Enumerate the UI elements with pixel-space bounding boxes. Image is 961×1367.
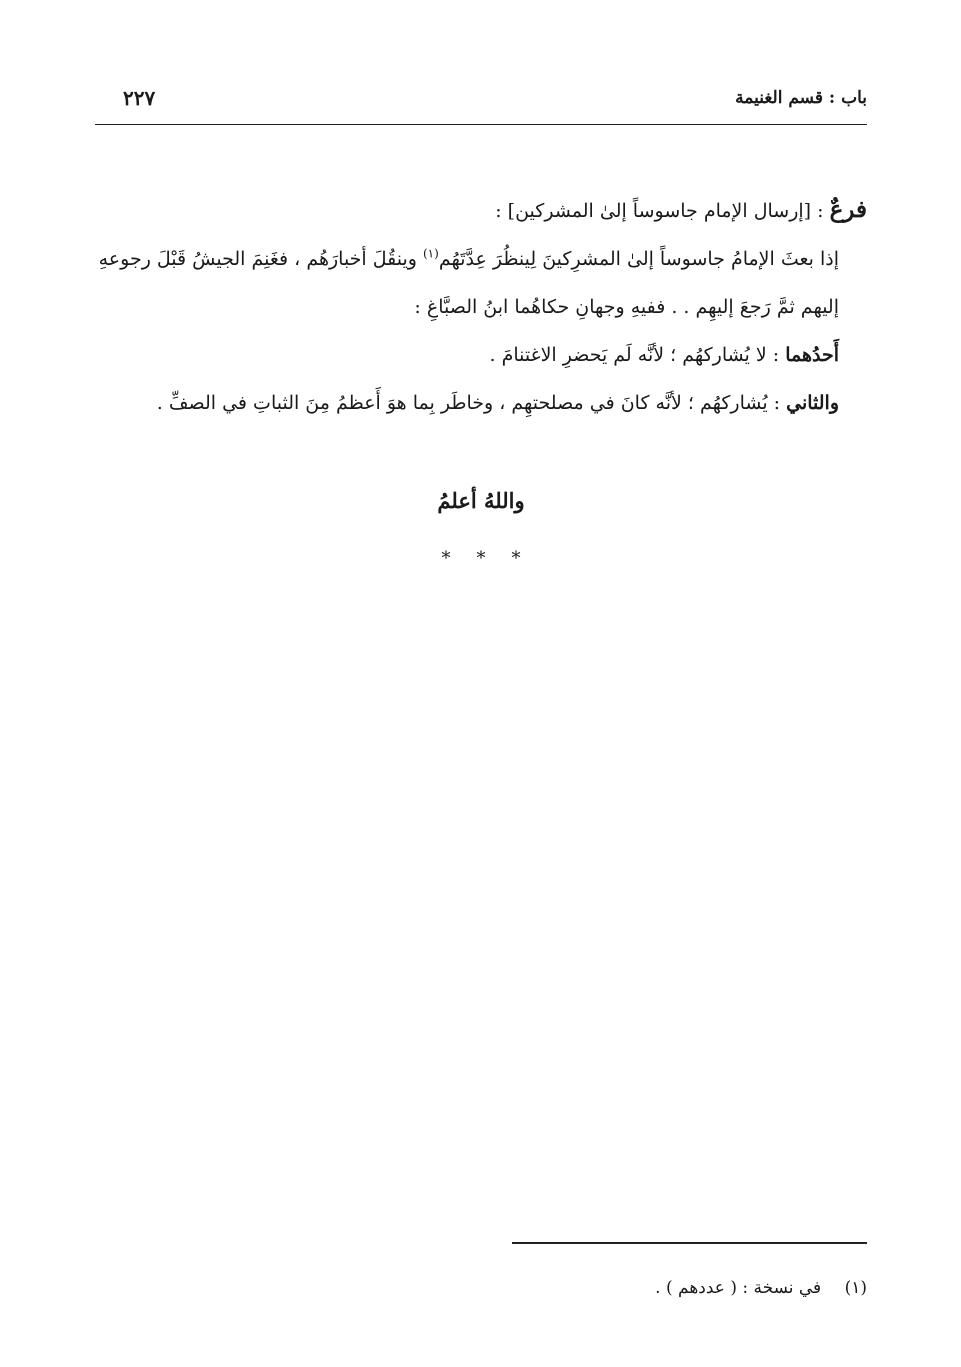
second-view-label: والثاني <box>786 392 839 414</box>
chapter-title: باب : قسم الغنيمة <box>735 88 867 108</box>
footnote-number: (١) <box>844 1278 867 1298</box>
section-label: فرعٌ <box>829 196 867 223</box>
first-view-paragraph <box>95 331 867 379</box>
first-view-label: أَحدُهما <box>785 344 839 366</box>
second-view-paragraph <box>95 379 867 427</box>
header-rule <box>95 124 867 125</box>
section-title: : [إرسال الإمام جاسوساً إلىٰ المشركين] : <box>495 200 824 222</box>
paragraph-1-text-b: وينقُلَ أخبارَهُم ، فغَنِمَ الجيشُ قَبْلَ رجوعهِ إليهم ثمَّ رَجعَ إليهِم . . ففيهِ وجهانِ حكاهُما ابنُ الصبَّاغِ : <box>98 248 839 318</box>
paragraph-1 <box>95 235 867 331</box>
running-head <box>95 86 867 116</box>
ornament-asterisks: *** <box>441 548 547 569</box>
footnote-text: في نسخة : ( عددهم ) . <box>655 1278 822 1298</box>
second-view-text: : يُشاركهُم ؛ لأنَّه كانَ في مصلحتهِم ، وخاطَر بِما هوَ أَعظمُ مِنَ الثباتِ في الصفِّ . <box>156 392 787 414</box>
section-heading <box>95 186 867 235</box>
page-number: ٢٢٧ <box>123 86 156 110</box>
closing-phrase: واللهُ أعلمُ <box>437 488 525 513</box>
footnote-reference: (١) <box>422 246 439 261</box>
footnote <box>95 1278 867 1298</box>
paragraph-1-text-a: إذا بعثَ الإمامُ جاسوساً إلىٰ المشرِكينَ لِينظُرَ عِدَّتَهُم <box>438 248 839 270</box>
first-view-text: : لا يُشاركهُم ؛ لأنَّه لَم يَحضرِ الاغتنامَ . <box>489 344 786 366</box>
main-text <box>95 186 867 427</box>
footnote-rule <box>512 1242 867 1244</box>
